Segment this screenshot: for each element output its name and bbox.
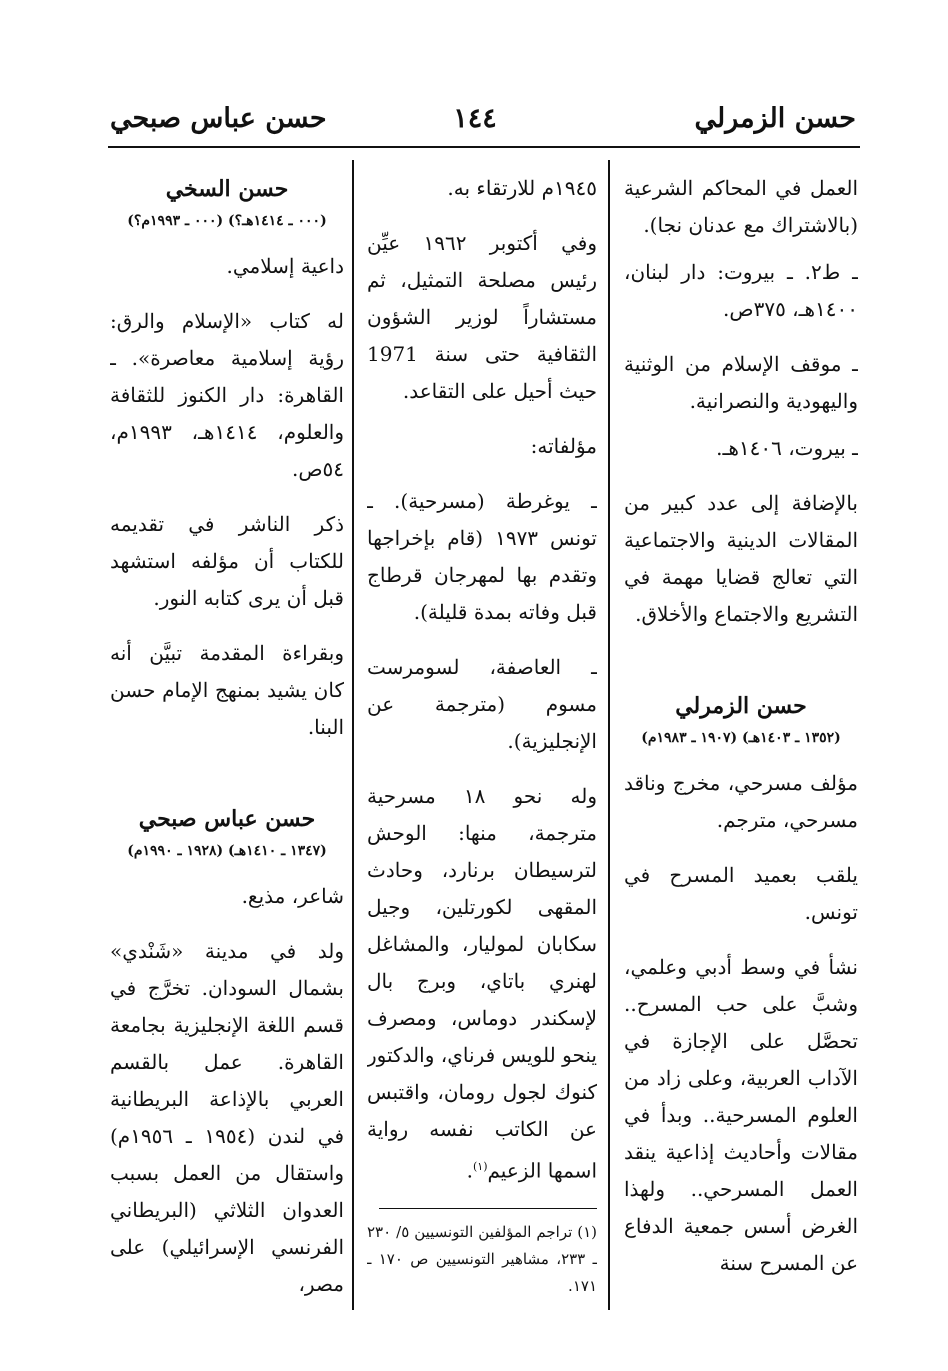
paragraph: ـ يوغرطة (مسرحية). ـ تونس ١٩٧٣ (قام بإخراجها وتقدم بها لمهرجان قرطاج قبل وفاته بمدة قليلة). <box>367 489 597 624</box>
paragraph: داعية إسلامي. <box>226 254 344 278</box>
footnote-reference: (١) <box>472 1160 488 1173</box>
running-header-left: حسن عباس صبحي <box>110 103 327 134</box>
entry-heading: حسن عباس صبحي <box>138 806 316 832</box>
paragraph: العمل في المحاكم الشرعية (بالاشتراك مع عدنان نجا). <box>624 176 858 237</box>
page-number: ١٤٤ <box>453 103 497 134</box>
column-right <box>624 170 858 1320</box>
paragraph: ولد في مدينة «شَنْدي» بشمال السودان. تخرَّج في قسم اللغة الإنجليزية بجامعة القاهرة. عمل بالقسم العربي بالإذاعة البريطانية في لندن (١٩٥٤ ـ ١٩٥٦م) واستقال من العمل بسبب العدوان الثلاثي (البريطاني الفرنسي الإسرائيلي) على مصر، <box>110 939 344 1296</box>
entry-dates: (٠٠٠ ـ ١٤١٤هـ؟) (٠٠٠ ـ ١٩٩٣م؟) <box>127 213 327 229</box>
paragraph: ـ العاصفة، لسومرست مسوم (مترجمة عن الإنجليزية). <box>367 655 597 753</box>
paragraph: ذكر الناشر في تقديمه للكتاب أن مؤلفه استشهد قبل أن يرى كتابه النور. <box>110 512 344 610</box>
paragraph: وفي أكتوبر ١٩٦٢ عيِّن رئيس مصلحة التمثيل، ثم مستشاراً لوزير الشؤون الثقافية حتى سنة 1971 حيث أحيل على التقاعد. <box>367 231 597 403</box>
paragraph: ـ ط٢. ـ بيروت: دار لبنان، ١٤٠٠هـ، ٣٧٥ص. <box>624 260 858 321</box>
paragraph: مؤلف مسرحي، مخرج وناقد مسرحي، مترجم. <box>624 771 858 832</box>
paragraph: ١٩٤٥م للارتقاء به. <box>447 176 597 200</box>
footnote: (١) تراجم المؤلفين التونسيين ٥/ ٢٣٠ ـ ٢٣٣، مشاهير التونسيين ص ١٧٠ ـ ١٧١. <box>367 1222 597 1295</box>
paragraph: له كتاب «الإسلام والرق: رؤية إسلامية معاصرة». ـ القاهرة: دار الكنوز للثقافة والعلوم، ١٤١٤هـ، ١٩٩٣م، ٥٤ص. <box>110 309 344 481</box>
entry-heading: حسن الزمرلي <box>675 693 807 719</box>
entry-heading: حسن السخي <box>165 176 289 202</box>
column-middle <box>367 170 597 1320</box>
paragraph: وله نحو ١٨ مسرحية مترجمة، منها: الوحش لترسيطان برنارد، وحادث المقهى لكورتلين، وجيل سكابان لموليار، والمشاغل لهنري باتاي، وبرج بال لإسكندر دوماس، ومصرف ينحو للويس فرناي، والدكتور كنوك لجول رومان، واقتبس عن الكاتب نفسه رواية اسمها الزعيم$^{(١)}$. <box>367 784 597 1183</box>
paragraph: ـ بيروت، ١٤٠٦هـ. <box>716 436 858 460</box>
header-rule <box>108 146 860 148</box>
entry-spacer <box>624 651 858 687</box>
column-divider-right <box>608 160 610 1310</box>
entry-dates: (١٣٥٢ ـ ١٤٠٣هـ) (١٩٠٧ ـ ١٩٨٣م) <box>641 730 841 746</box>
entry-spacer <box>110 764 344 800</box>
paragraph: ـ موقف الإسلام من الوثنية واليهودية والنصرانية. <box>624 352 858 413</box>
entry-dates: (١٣٤٧ ـ ١٤١٠هـ) (١٩٢٨ ـ ١٩٩٠م) <box>127 843 327 859</box>
column-left <box>110 170 344 1320</box>
footnote-rule <box>379 1208 597 1209</box>
paragraph: نشأ في وسط أدبي وعلمي، وشبَّ على حب المسرح.. تحصَّل على الإجازة في الآداب العربية، وعلى زاد من العلوم المسرحية.. وبدأ في مقالات وأحاديث إذاعية ينقد العمل المسرحي.. ولهذا الغرض أسس جمعية الدفاع عن المسرح سنة <box>624 955 858 1275</box>
paragraph-text: وله نحو ١٨ مسرحية مترجمة، منها: الوحش لترسيطان برنارد، وحادث المقهى لكورتلين، وجيل سكابان لموليار، والمشاغل لهنري باتاي، وبرج بال لإسكندر دوماس، ومصرف ينحو للويس فرناي، والدكتور كنوك لجول رومان، واقتبس عن الكاتب نفسه رواية اسمها الزعيم <box>367 784 597 1183</box>
paragraph: شاعر، مذيع. <box>241 884 344 908</box>
paragraph: بالإضافة إلى عدد كبير من المقالات الدينية والاجتماعية التي تعالج قضايا مهمة في التشريع والاجتماع والأخلاق. <box>624 491 858 626</box>
section-label: مؤلفاته: <box>530 434 597 458</box>
running-header-right: حسن الزمرلي <box>694 103 856 134</box>
paragraph: يلقب بعميد المسرح في تونس. <box>624 863 858 924</box>
column-divider-left <box>352 160 354 1310</box>
paragraph: وبقراءة المقدمة تبيَّن أنه كان يشيد بمنهج الإمام حسن البنا. <box>110 641 344 739</box>
